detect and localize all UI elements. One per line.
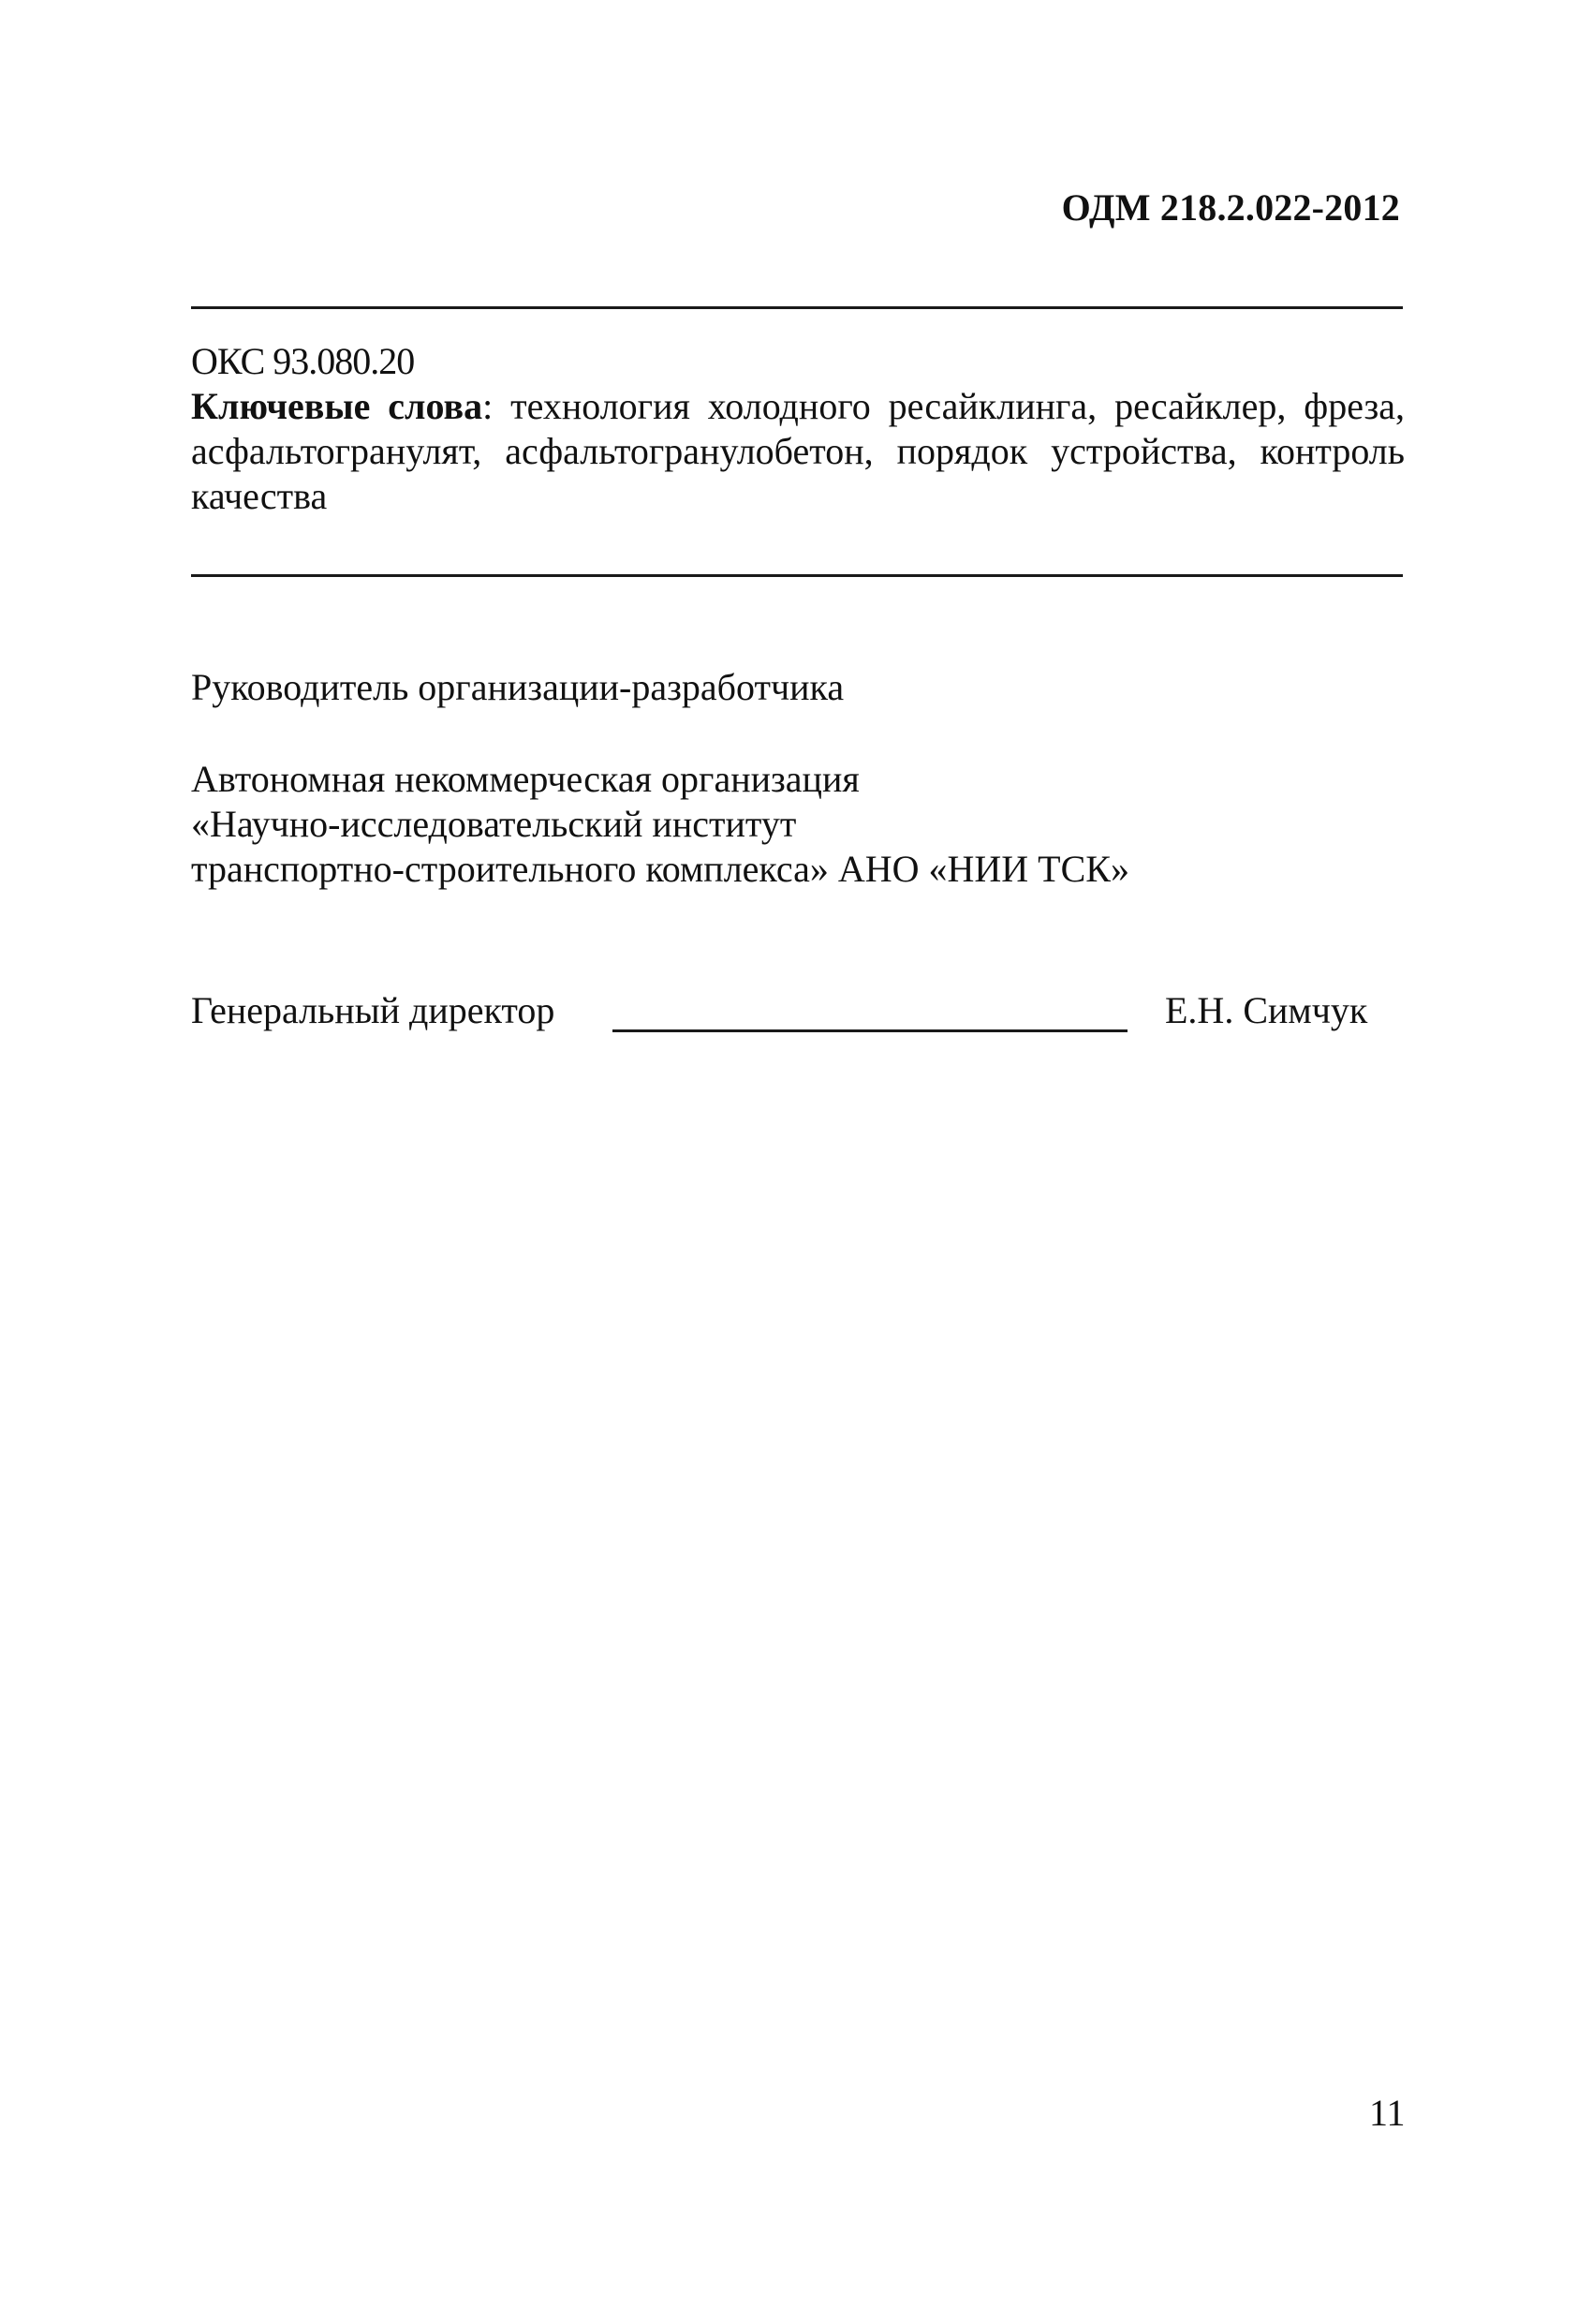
top-divider xyxy=(191,306,1403,309)
document-code: ОДМ 218.2.022-2012 xyxy=(1061,186,1400,229)
keywords-paragraph xyxy=(191,384,1405,519)
keywords-label: Ключевые слова xyxy=(191,385,483,427)
signatory-name: Е.Н. Симчук xyxy=(1165,989,1368,1031)
developer-head-line: Руководитель организации-разработчика xyxy=(191,666,845,708)
page-number: 11 xyxy=(1369,2092,1406,2134)
keywords-text: : технология холодного ресайклинга, ресайклер, фреза, асфальтогранулят, асфальтогранулобетон, порядок устройства, контроль качества xyxy=(191,385,1405,517)
signature-line xyxy=(612,1029,1128,1032)
organization-line: транспортно-строительного комплекса» АНО «НИИ ТСК» xyxy=(191,848,1129,890)
bottom-divider xyxy=(191,574,1403,577)
oks-code: ОКС 93.080.20 xyxy=(191,340,415,382)
classification-block xyxy=(191,339,1405,519)
signatory-title: Генеральный директор xyxy=(191,989,555,1031)
organization-line: «Научно-исследовательский институт xyxy=(191,803,797,845)
organization-name xyxy=(191,757,1129,892)
signature-row xyxy=(191,988,1380,1044)
organization-line: Автономная некоммерческая организация xyxy=(191,758,860,800)
